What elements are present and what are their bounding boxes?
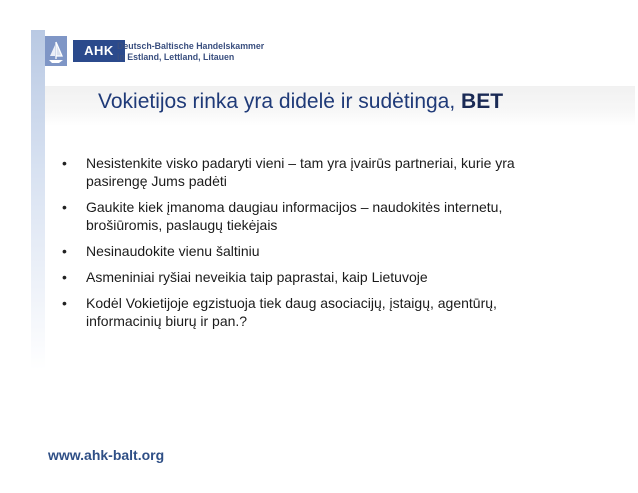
list-item (62, 294, 582, 330)
list-item (62, 242, 582, 260)
bullet-line: Kodėl Vokietijoje egzistuoja tiek daug asociacijų, įstaigų, agentūrų, (86, 295, 497, 311)
bullet-marker: • (62, 269, 67, 285)
slide-title (98, 90, 503, 114)
bullet-line: brošiūromis, paslaugų tiekėjais (86, 217, 278, 233)
slide-title-emphasis: BET (461, 90, 504, 113)
footer-website-link[interactable]: www.ahk-balt.org (48, 447, 165, 463)
list-item (62, 268, 582, 286)
bullet-marker: • (62, 199, 67, 215)
bullet-line: pasirengę Jums padėti (86, 173, 227, 189)
bullet-line: Gaukite kiek įmanoma daugiau informacijos – naudokitės internetu, (86, 199, 503, 215)
bullet-line: informacinių biurų ir pan.? (86, 313, 248, 329)
decorative-side-strip (31, 30, 45, 370)
logo-abbreviation: AHK (73, 40, 125, 62)
bullet-line: Asmeniniai ryšiai neveikia taip paprastai, kaip Lietuvoje (86, 269, 428, 285)
list-item (62, 154, 582, 190)
bullet-marker: • (62, 295, 67, 311)
bullet-marker: • (62, 155, 67, 171)
organization-name-line1: Deutsch-Baltische Handelskammer (117, 41, 265, 51)
bullet-line: Nesinaudokite vienu šaltiniu (86, 243, 260, 259)
list-item (62, 198, 582, 234)
bullet-list (62, 154, 582, 338)
bullet-line: Nesistenkite visko padaryti vieni – tam yra įvairūs partneriai, kurie yra (86, 155, 515, 171)
bullet-marker: • (62, 243, 67, 259)
logo-emblem-icon (45, 36, 67, 66)
organization-name-line2: in Estland, Lettland, Litauen (117, 52, 235, 62)
organization-name (117, 41, 264, 63)
slide-title-main: Vokietijos rinka yra didelė ir sudėtinga, (98, 90, 462, 113)
